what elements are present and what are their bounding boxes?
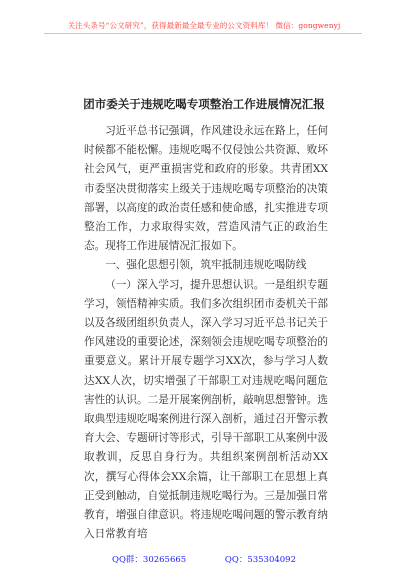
- body-paragraph: （一）深入学习，提升思想认识。一是组织专题学习，领悟精神实质。我们多次组织团市委机关干部以及各级团组织负责人，深入学习习近平总书记关于作风建设的重要论述，深刻领会违规吃喝专项整治的重要意义。累计开展专题学习XX次，参与学习人数达XX人次，切实增强了干部职工对违规吃喝问题危害性的认识。二是开展案例剖析，敲响思想警钟。选取典型违规吃喝案例进行深入剖析，通过召开警示教育大会、专题研讨等形式，引导干部职工从案例中汲取教训，反思自身行为。共组织案例剖析活动XX次，撰写心得体会XX余篇，让干部职工在思想上真正受到触动，自觉抵制违规吃喝行为。三是加强日常教育，增强自律意识。将违规吃喝问题的警示教育纳入日常教育培: [84, 278, 328, 541]
- footer-qq: QQ：535304092: [224, 555, 296, 565]
- document-body: [84, 122, 328, 544]
- section-heading: 一、强化思想引领，筑牢抵制违规吃喝防线: [105, 259, 307, 272]
- footer-contact: [0, 553, 408, 565]
- header-divider: [44, 33, 362, 34]
- footer-qq-group: QQ群：30265665: [111, 555, 187, 565]
- intro-paragraph: 习近平总书记强调，作风建设永远在路上，任何时候都不能松懈。违规吃喝不仅侵蚀公共资源、败坏社会风气，更严重损害党和政府的形象。共青团XX市委坚决贯彻落实上级关于违规吃喝专项整治的决策部署，以高度的政治责任感和使命感，扎实推进专项整治工作，力求取得实效，营造风清气正的政治生态。现将工作进展情况汇报如下。: [84, 125, 328, 253]
- header-banner: 关注头条号“公文研究”，获得最新最全最专业的公文资料库！ 微信：gongwenyj: [67, 21, 341, 30]
- document-title: 团市委关于违规吃喝专项整治工作进展情况汇报: [83, 97, 325, 111]
